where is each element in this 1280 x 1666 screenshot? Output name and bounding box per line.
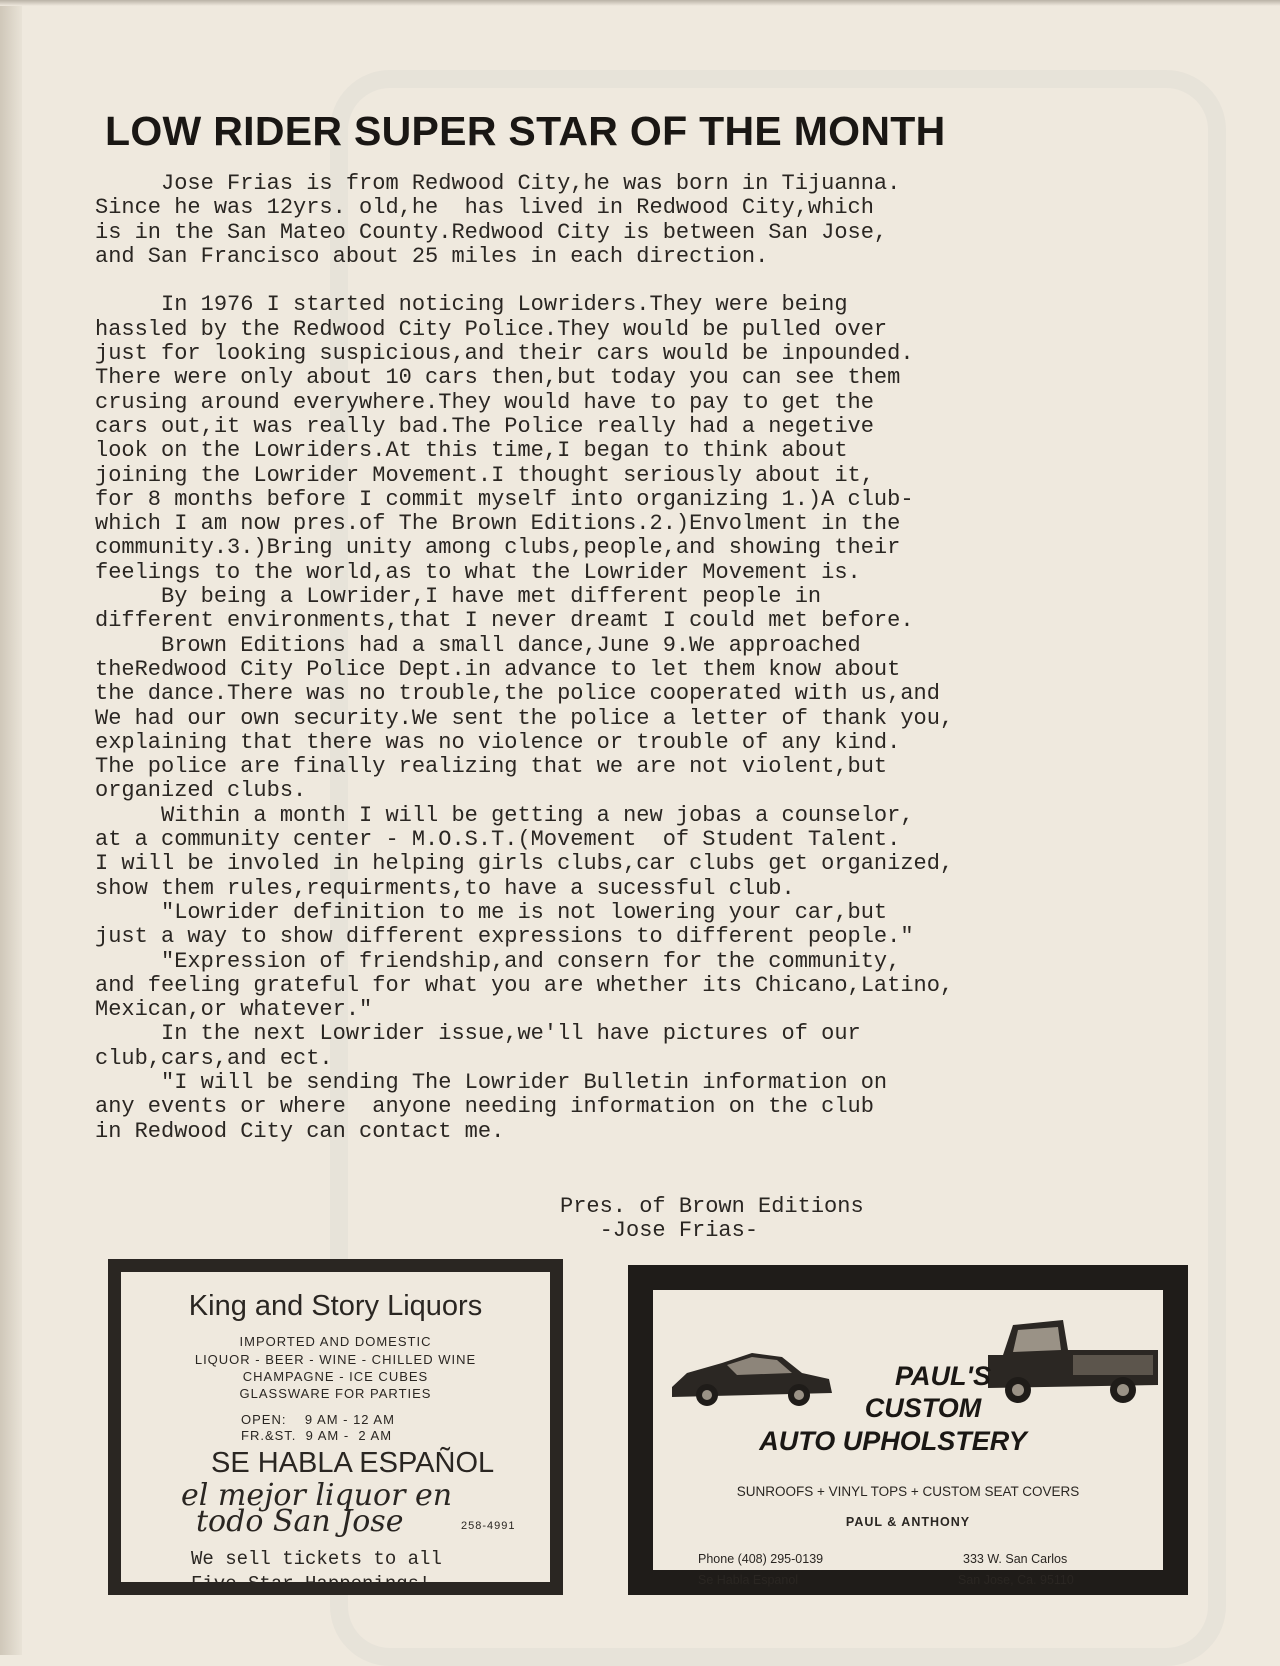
article-line: and San Francisco about 25 miles in each direction.: [95, 243, 769, 269]
ad-liquor-slogan1: el mejor liquor en: [181, 1478, 453, 1513]
article-line: There were only about 10 cars then,but today you can see them: [95, 365, 901, 391]
article-line: theRedwood City Police Dept.in advance to let them know about: [95, 656, 901, 682]
signature-title: Pres. of Brown Editions: [560, 1194, 864, 1219]
page-title: LOW RIDER SUPER STAR OF THE MONTH: [105, 108, 946, 154]
signature: [560, 1195, 864, 1243]
article-line: I will be involed in helping girls clubs,car clubs get organized,: [95, 851, 954, 877]
ad-paul-phone: Phone (408) 295-0139: [698, 1552, 824, 1566]
ad-liquor-line4: GLASSWARE FOR PARTIES: [239, 1386, 432, 1401]
article-line: Brown Editions had a small dance,June 9.We approached: [95, 632, 861, 658]
article-line: club,cars,and ect.: [95, 1045, 333, 1071]
article-line: just a way to show different expressions to different people.": [95, 924, 914, 950]
article-line: is in the San Mateo County.Redwood City is between San Jose,: [95, 219, 888, 245]
ad-liquor-line3: CHAMPAGNE - ICE CUBES: [242, 1369, 429, 1384]
article-line: show them rules,requirments,to have a sucessful club.: [95, 875, 795, 901]
article-line: any events or where anyone needing information on the club: [95, 1094, 874, 1120]
article-line: explaining that there was no violence or trouble of any kind.: [95, 729, 901, 755]
ad-liquor-tickets1: We sell tickets to all: [191, 1548, 442, 1570]
page-binding-edge: [0, 0, 22, 1655]
ad-liquor-line2: LIQUOR - BEER - WINE - CHILLED WINE: [194, 1352, 477, 1367]
ad-paul-brand2: CUSTOM: [864, 1393, 982, 1423]
article-line: joining the Lowrider Movement.I thought seriously about it,: [95, 462, 874, 488]
article-line: which I am now pres.of The Brown Editions.2.)Envolment in the: [95, 511, 901, 537]
ad-liquor-slogan2: todo San Jose: [196, 1504, 404, 1539]
article-line: "I will be sending The Lowrider Bulletin information on: [95, 1069, 888, 1095]
ad-paul-owners: PAUL & ANTHONY: [845, 1515, 971, 1529]
ad-paul-address2: San Jose, Ca. 95110: [958, 1573, 1074, 1587]
article-line: "Expression of friendship,and consern for the community,: [95, 948, 901, 974]
ad-pauls-custom-upholstery: [628, 1265, 1188, 1595]
page-top-edge: [0, 0, 1280, 6]
article-line: the dance.There was no trouble,the police cooperated with us,and: [95, 681, 940, 707]
ad-liquor-title: King and Story Liquors: [188, 1290, 483, 1322]
article-line: Mexican,or whatever.": [95, 997, 373, 1023]
ad-paul-spanish: Se Habla Espanol: [698, 1573, 799, 1587]
article-line: and feeling grateful for what you are whether its Chicano,Latino,: [95, 972, 954, 998]
article-line: just for looking suspicious,and their cars would be inpounded.: [95, 341, 914, 367]
article-line: Within a month I will be getting a new jobas a counselor,: [95, 802, 914, 828]
article-line: in Redwood City can contact me.: [95, 1118, 505, 1144]
ad-liquor-hours2: FR.&ST. 9 AM - 2 AM: [241, 1428, 393, 1443]
signature-name: -Jose Frias-: [560, 1218, 759, 1243]
article-line: By being a Lowrider,I have met different people in: [95, 584, 822, 610]
article-body: [95, 172, 1095, 1144]
article-line: Since he was 12yrs. old,he has lived in Redwood City,which: [95, 195, 874, 221]
article-line: for 8 months before I commit myself into organizing 1.)A club-: [95, 486, 914, 512]
ad-liquor-line1: IMPORTED AND DOMESTIC: [239, 1334, 432, 1349]
article-line: look on the Lowriders.At this time,I began to think about: [95, 438, 848, 464]
article-line: The police are finally realizing that we are not violent,but: [95, 754, 888, 780]
article-line: organized clubs.: [95, 778, 307, 804]
article-line: cars out,it was really bad.The Police really had a negetive: [95, 413, 874, 439]
article-line: different environments,that I never dreamt I could met before.: [95, 608, 914, 634]
ad-king-and-story-liquors: [108, 1259, 563, 1595]
ad-paul-address1: 333 W. San Carlos: [963, 1552, 1068, 1566]
ad-paul-services: SUNROOFS + VINYL TOPS + CUSTOM SEAT COVERS: [736, 1484, 1080, 1499]
article-line: "Lowrider definition to me is not lowering your car,but: [95, 899, 888, 925]
ad-liquor-spanish: SE HABLA ESPAÑOL: [211, 1447, 495, 1479]
article-line: In 1976 I started noticing Lowriders.They were being: [95, 292, 848, 318]
article-line: feelings to the world,as to what the Lowrider Movement is.: [95, 559, 861, 585]
article-line: Jose Frias is from Redwood City,he was born in Tijuanna.: [95, 171, 901, 196]
ad-liquor-phone: 258-4991: [461, 1520, 516, 1532]
article-line: In the next Lowrider issue,we'll have pictures of our: [95, 1021, 861, 1047]
ad-liquor-tickets2: Five Star Happenings!: [191, 1573, 431, 1595]
article-line: We had our own security.We sent the police a letter of thank you,: [95, 705, 954, 731]
ad-paul-brand1: PAUL'S: [895, 1361, 991, 1391]
article-line: [95, 269, 1095, 293]
article-line: at a community center - M.O.S.T.(Movement of Student Talent.: [95, 827, 901, 853]
article-line: crusing around everywhere.They would have to pay to get the: [95, 389, 874, 415]
ad-liquor-hours1: OPEN: 9 AM - 12 AM: [241, 1412, 395, 1427]
ad-paul-brand3: AUTO UPHOLSTERY: [759, 1426, 1027, 1456]
article-line: hassled by the Redwood City Police.They would be pulled over: [95, 316, 888, 342]
article-line: community.3.)Bring unity among clubs,people,and showing their: [95, 535, 901, 561]
